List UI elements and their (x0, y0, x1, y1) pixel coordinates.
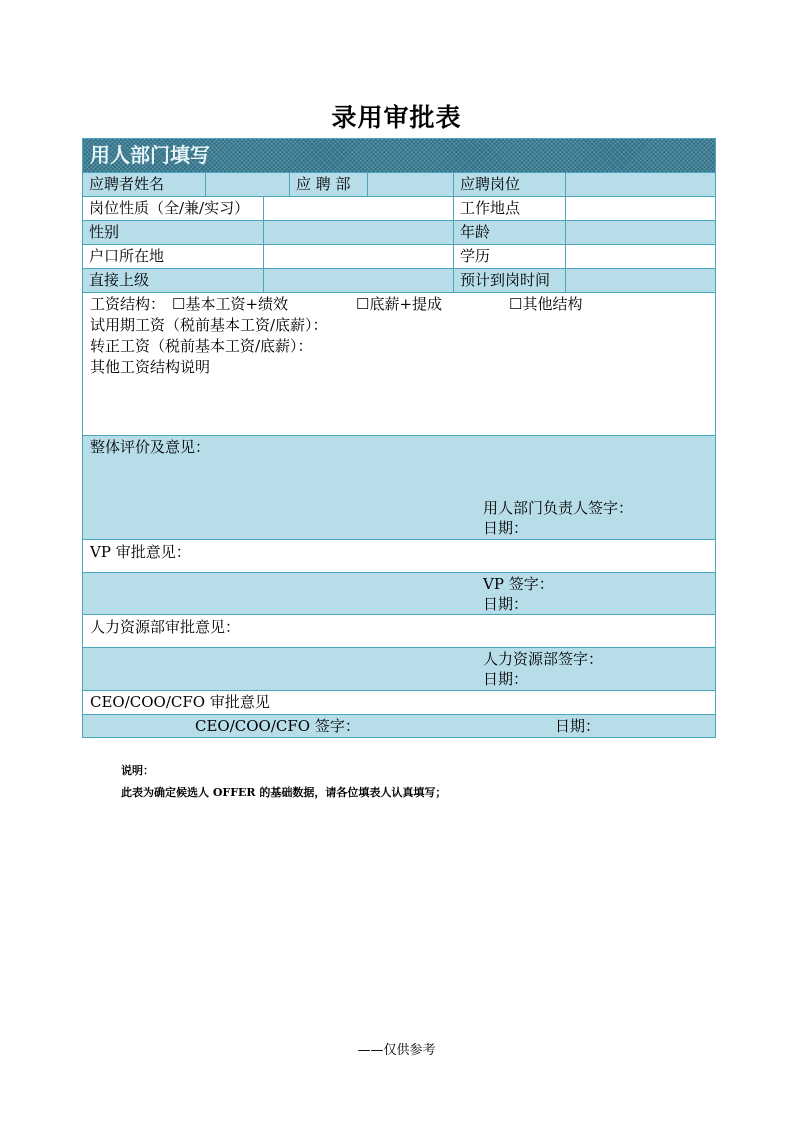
checkbox-base-plus-performance[interactable]: ☐基本工资+绩效 (172, 295, 289, 313)
page-title: 录用审批表 (331, 103, 462, 132)
label-applicant-name: 应聘者姓名 (89, 175, 165, 193)
hr-opinion-label: 人力资源部审批意见： (90, 618, 241, 636)
probation-salary-label: 试用期工资（税前基本工资/底薪）： (90, 316, 328, 334)
dept-head-date-label: 日期： (483, 519, 529, 537)
label-job-nature: 岗位性质（全/兼/实习） (89, 199, 250, 217)
field-supervisor[interactable] (263, 269, 453, 292)
checkbox-other-structure[interactable]: ☐其他结构 (509, 295, 583, 313)
notes-label: 说明： (121, 764, 154, 777)
ceo-signature-row (83, 714, 715, 737)
field-arrival-time[interactable] (565, 269, 715, 292)
field-position[interactable] (565, 173, 715, 196)
row-supervisor (83, 268, 715, 292)
label-supervisor: 直接上级 (89, 271, 150, 289)
salary-section (83, 292, 715, 435)
label-arrival-time: 预计到岗时间 (453, 269, 565, 292)
hr-opinion-row (83, 614, 715, 647)
regular-salary-label: 转正工资（税前基本工资/底薪）： (90, 337, 313, 355)
field-work-location[interactable] (565, 197, 715, 220)
field-applicant-name[interactable] (205, 173, 289, 196)
ceo-signature-label: CEO/COO/CFO 签字： (195, 717, 360, 735)
row-hukou (83, 244, 715, 268)
ceo-date-label: 日期： (555, 717, 601, 735)
other-salary-label: 其他工资结构说明 (90, 358, 211, 376)
field-education[interactable] (565, 245, 715, 268)
row-job-nature (83, 196, 715, 220)
vp-opinion-label: VP 审批意见： (90, 543, 191, 561)
section-header: 用人部门填写 (83, 139, 715, 172)
vp-date-label: 日期： (483, 595, 529, 613)
footer-text: ——仅供参考 (357, 1043, 436, 1058)
notes (121, 760, 446, 804)
approval-form (82, 138, 716, 738)
field-age[interactable] (565, 221, 715, 244)
label-gender: 性别 (89, 223, 120, 241)
field-hukou[interactable] (263, 245, 453, 268)
label-education: 学历 (453, 245, 565, 268)
vp-opinion-row (83, 539, 715, 572)
dept-head-signature-label: 用人部门负责人签字： (483, 499, 634, 517)
label-age: 年龄 (453, 221, 565, 244)
hr-signature-row (83, 647, 715, 690)
row-gender (83, 220, 715, 244)
field-gender[interactable] (263, 221, 453, 244)
label-position: 应聘岗位 (453, 173, 565, 196)
hr-signature-label: 人力资源部签字： (483, 650, 604, 668)
notes-text: 此表为确定候选人 OFFER 的基础数据，请各位填表人认真填写； (121, 786, 447, 799)
field-job-nature[interactable] (263, 197, 453, 220)
label-department: 应 聘 部 (289, 173, 367, 196)
vp-signature-row (83, 572, 715, 614)
field-department[interactable] (367, 173, 453, 196)
salary-structure-label: 工资结构： (90, 295, 166, 313)
evaluation-label: 整体评价及意见： (90, 438, 211, 456)
hr-date-label: 日期： (483, 670, 529, 688)
vp-signature-label: VP 签字： (483, 575, 554, 593)
evaluation-section (83, 435, 715, 539)
label-work-location: 工作地点 (453, 197, 565, 220)
row-applicant (83, 172, 715, 196)
checkbox-base-plus-commission[interactable]: ☐底薪+提成 (356, 295, 443, 313)
label-hukou: 户口所在地 (89, 247, 165, 265)
ceo-opinion-label: CEO/COO/CFO 审批意见 (90, 693, 270, 711)
ceo-opinion-row (83, 690, 715, 714)
